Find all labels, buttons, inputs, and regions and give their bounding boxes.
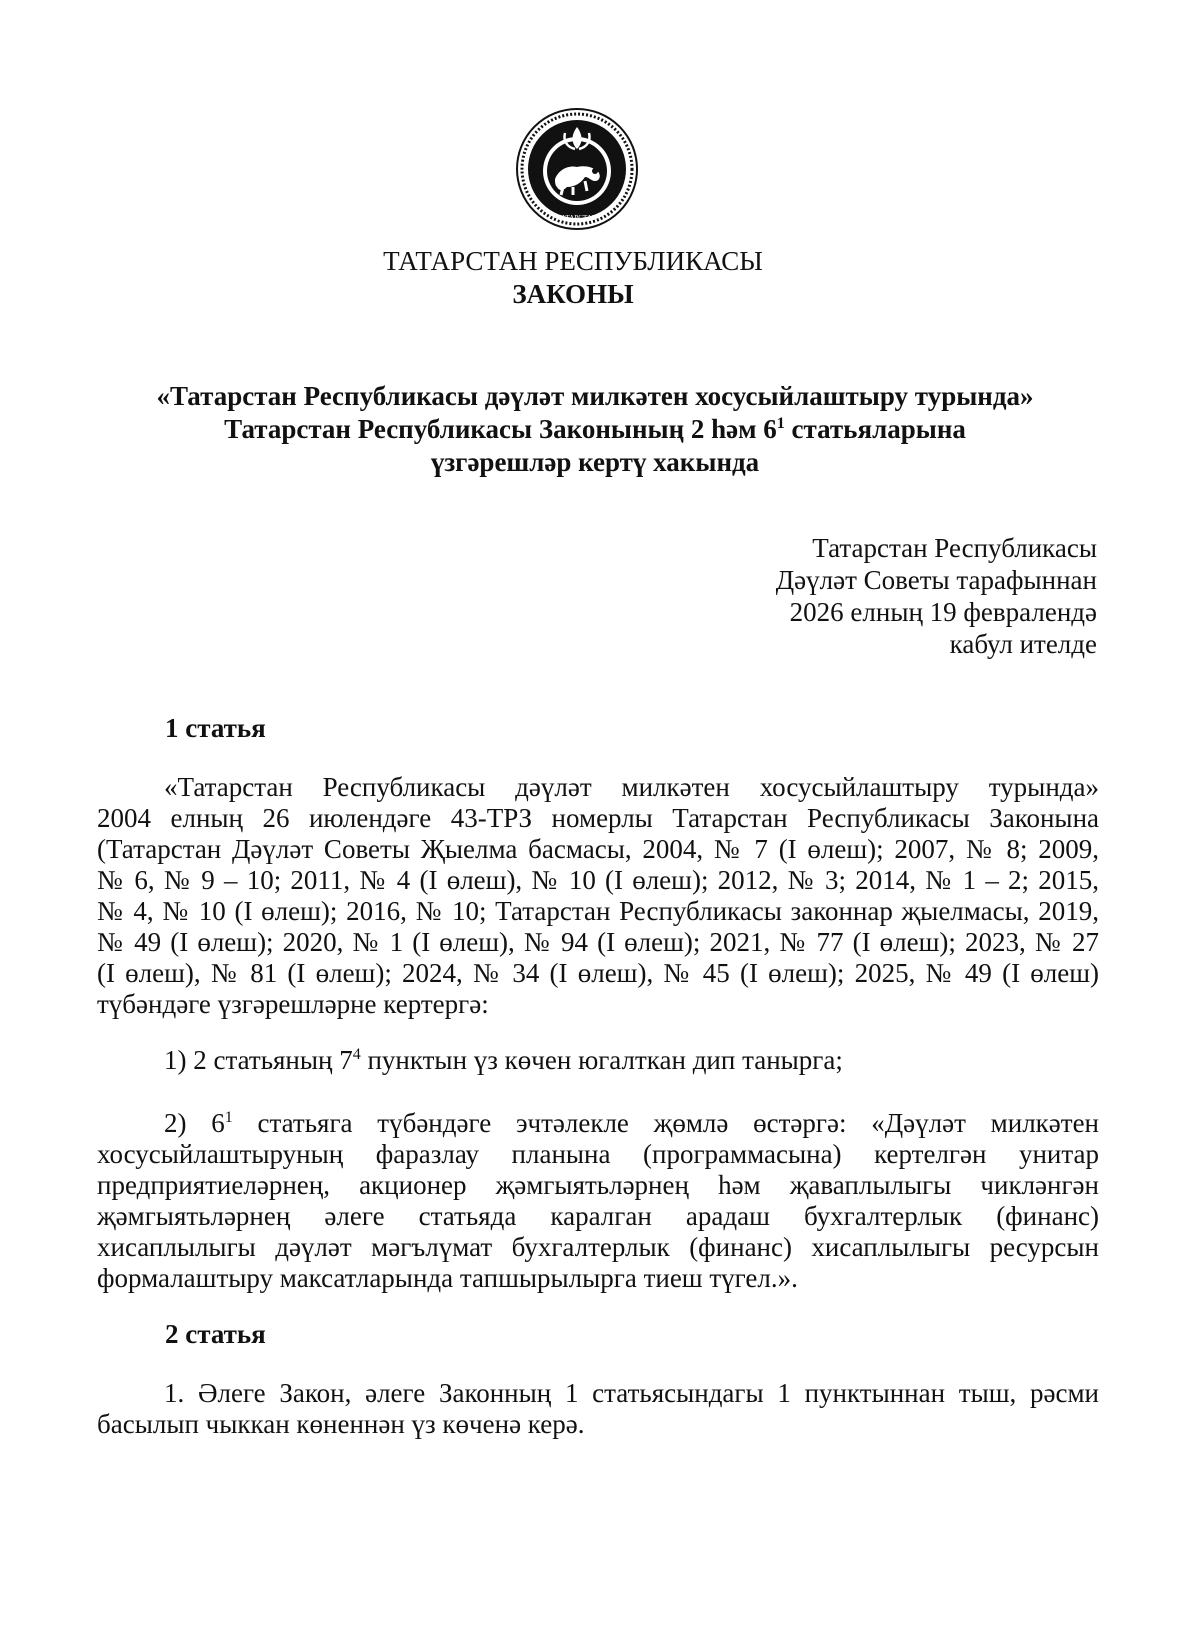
paragraph-line: (Татарстан Дәүләт Советы Җыелма басмасы, 2004, № 7 (I өлеш); 2007, № 8; 2009,: [97, 834, 1099, 864]
article-1-heading: 1 статья: [165, 713, 266, 743]
paragraph-line: хосусыйлаштыруның фаразлау планына (программасына) кертелгән унитар: [97, 1139, 1099, 1169]
article-1-intro: [97, 772, 1099, 1020]
paragraph-line: № 49 (I өлеш); 2020, № 1 (I өлеш), № 94 (I өлеш); 2021, № 77 (I өлеш); 2023, № 27: [97, 927, 1099, 957]
paragraph-line: җәмгыятьләрнең әлеге статьяда каралган арадаш бухгалтерлык (финанс): [97, 1201, 1099, 1231]
article-1-item-1: [164, 1045, 843, 1076]
paragraph-line: № 6, № 9 – 10; 2011, № 4 (I өлеш), № 10 (I өлеш); 2012, № 3; 2014, № 1 – 2; 2015,: [97, 865, 1099, 895]
law-title: [0, 380, 1190, 479]
item-1-rest: пунктын үз көчен югалткан дип танырга;: [360, 1045, 843, 1075]
item-2-text: 2) 6: [164, 1108, 225, 1138]
paragraph-line: хисаплылыгы дәүләт мәгълүмат бухгалтерлык (финанс) хисаплылыгы ресурсын: [97, 1232, 1099, 1262]
adoption-line-1: Татарстан Республикасы: [812, 533, 1097, 563]
emblem-caption: ТАТАРСТАН: [556, 214, 598, 222]
title-line-3: үзгәрешләр кертү хакында: [430, 447, 760, 477]
paragraph-line: [97, 1108, 1099, 1139]
title-superscript: 1: [776, 415, 785, 432]
paragraph-line: 1. Әлеге Закон, әлеге Законның 1 статьясындагы 1 пунктыннан тыш, рәсми: [164, 1378, 1099, 1408]
item-2-superscript: 1: [224, 1109, 233, 1126]
adoption-line-2: Дәүләт Советы тарафыннан: [775, 565, 1097, 595]
adoption-line-4: кабул ителде: [949, 629, 1097, 659]
item-2-rest: статьяга түбәндәге эчтәлекле җөмлә өстәргә: «Дәүләт милкәтен: [232, 1108, 1100, 1138]
item-1-text: 1) 2 статьяның 7: [164, 1045, 353, 1075]
tatarstan-emblem: [515, 107, 639, 231]
paragraph-line: түбәндәге үзгәрешләрне кертергә:: [97, 989, 489, 1019]
paragraph-line: № 4, № 10 (I өлеш); 2016, № 10; Татарстан Республикасы законнар җыелмасы, 2019,: [97, 896, 1099, 926]
paragraph-line: формалаштыру максатларында тапшырылырга тиеш түгел.».: [97, 1263, 798, 1293]
paragraph-line: предприятиеләрнең, акционер җәмгыятьләрнең һәм җаваплылыгы чикләнгән: [97, 1170, 1099, 1200]
law-label: ЗАКОНЫ: [512, 279, 634, 309]
document-header: [0, 245, 1146, 311]
article-2-heading: 2 статья: [165, 1319, 266, 1349]
paragraph-line: (I өлеш), № 81 (I өлеш); 2024, № 34 (I өлеш), № 45 (I өлеш); 2025, № 49 (I өлеш): [97, 958, 1099, 988]
paragraph-line: 2004 елның 26 июлендәге 43-ТРЗ номерлы Татарстан Республикасы Законына: [97, 803, 1099, 833]
title-line-2-rest: статьяларына: [784, 414, 966, 444]
republic-name: ТАТАРСТАН РЕСПУБЛИКАСЫ: [383, 246, 763, 276]
adoption-line-3: 2026 елның 19 февралендә: [789, 597, 1097, 627]
paragraph-line: басылып чыккан көненнән үз көченә керә.: [97, 1409, 585, 1439]
title-line-2-text: Татарстан Республикасы Законының 2 һәм 6: [224, 414, 777, 444]
article-2-item-1: [97, 1378, 1099, 1440]
article-1-item-2: [97, 1108, 1099, 1294]
title-line-2: [0, 413, 1190, 446]
paragraph-line: «Татарстан Республикасы дәүләт милкәтен хосусыйлаштыру турында»: [164, 772, 1099, 802]
adoption-note: [776, 532, 1097, 660]
item-1-superscript: 4: [352, 1046, 361, 1063]
title-line-1: «Татарстан Республикасы дәүләт милкәтен хосусыйлаштыру турында»: [156, 381, 1034, 411]
